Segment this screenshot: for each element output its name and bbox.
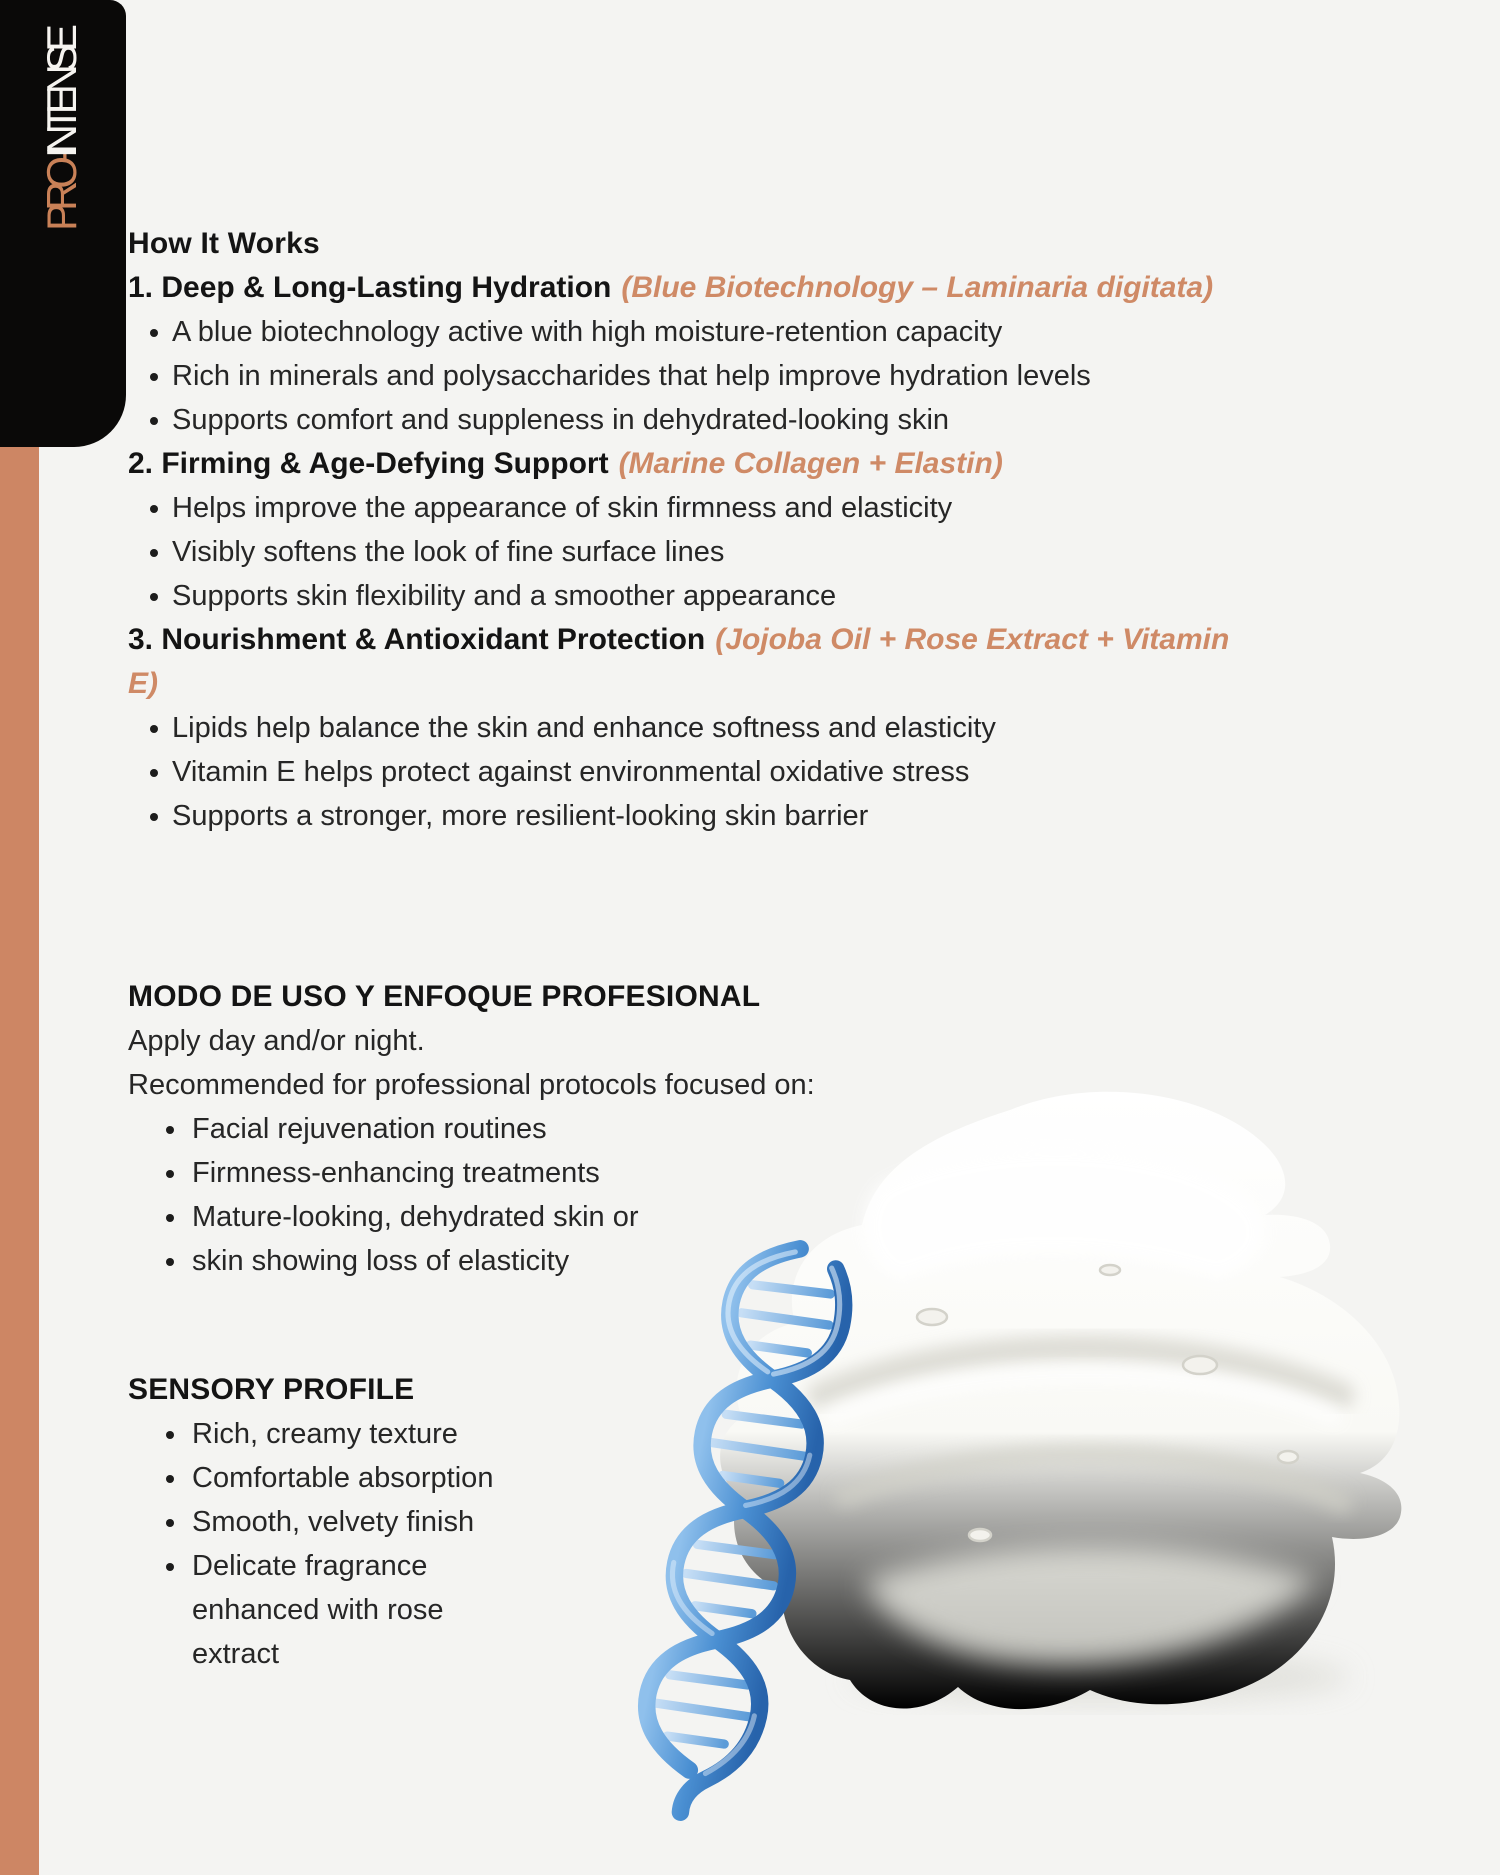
step-3-actives: (Jojoba Oil + Rose Extract + Vitamin E) (128, 623, 1230, 700)
bullet-item: Firmness-enhancing treatments (128, 1151, 1233, 1195)
section-sensory-profile (128, 1368, 1233, 1676)
sensory-bullets (128, 1412, 1233, 1676)
bullet-item: skin showing loss of elasticity (128, 1239, 1233, 1283)
bullet-item: A blue biotechnology active with high moisture-retention capacity (128, 310, 1233, 354)
usage-line-1: Apply day and/or night. (128, 1025, 425, 1057)
bullet-item: Smooth, velvety finish (128, 1500, 1233, 1544)
brand-vertical-title (38, 32, 85, 232)
usage-bullets (128, 1107, 1233, 1283)
bullet-item: Lipids help balance the skin and enhance softness and elasticity (128, 706, 1233, 750)
bullet-item: Visibly softens the look of fine surface lines (128, 530, 1233, 574)
step-1-actives: (Blue Biotechnology – Laminaria digitata) (621, 271, 1214, 304)
brand-name-prefix: PRO- (38, 158, 85, 232)
step-3-bullets (128, 706, 1233, 838)
usage-line-2: Recommended for professional protocols focused on: (128, 1069, 815, 1101)
main-content (128, 222, 1233, 1676)
step-1-heading-text: 1. Deep & Long-Lasting Hydration (128, 271, 612, 304)
bullet-item: Rich, creamy texture (128, 1412, 1233, 1456)
section-how-it-works (128, 222, 1233, 838)
bullet-item: Mature-looking, dehydrated skin or (128, 1195, 1233, 1239)
step-3-heading (128, 618, 1233, 706)
bullet-item: Delicate fragrance enhanced with rose extract (128, 1544, 462, 1676)
brand-name-suffix: INTENSE (38, 32, 85, 159)
sensory-title: SENSORY PROFILE (128, 1373, 415, 1406)
bullet-item: Rich in minerals and polysaccharides that help improve hydration levels (128, 354, 1233, 398)
step-1-bullets (128, 310, 1233, 442)
bullet-item: Facial rejuvenation routines (128, 1107, 1233, 1151)
bullet-item: Supports comfort and suppleness in dehydrated-looking skin (128, 398, 1233, 442)
bullet-item: Helps improve the appearance of skin firmness and elasticity (128, 486, 1233, 530)
section-usage (128, 975, 1233, 1283)
accent-strip (0, 447, 39, 1875)
step-2-actives: (Marine Collagen + Elastin) (618, 447, 1003, 480)
bullet-item: Vitamin E helps protect against environmental oxidative stress (128, 750, 1233, 794)
bullet-item: Supports skin flexibility and a smoother appearance (128, 574, 1233, 618)
step-2-heading (128, 442, 1233, 486)
step-3-heading-text: 3. Nourishment & Antioxidant Protection (128, 623, 706, 656)
step-1-heading (128, 266, 1233, 310)
bullet-item: Comfortable absorption (128, 1456, 1233, 1500)
bullet-item: Supports a stronger, more resilient-looking skin barrier (128, 794, 1233, 838)
step-2-heading-text: 2. Firming & Age-Defying Support (128, 447, 609, 480)
step-2-bullets (128, 486, 1233, 618)
how-it-works-title: How It Works (128, 227, 320, 260)
usage-title: MODO DE USO Y ENFOQUE PROFESIONAL (128, 980, 761, 1013)
brand-sidebar (0, 0, 126, 447)
